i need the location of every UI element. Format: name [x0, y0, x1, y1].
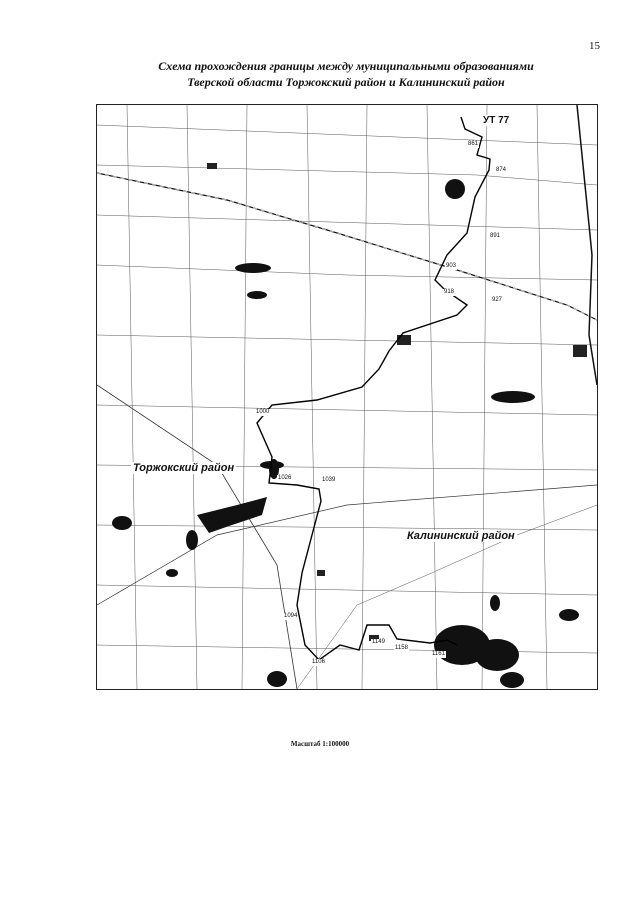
point-label: 918	[444, 289, 455, 295]
point-label: 1149	[372, 639, 385, 645]
river	[577, 105, 597, 385]
map-drawing	[97, 105, 597, 689]
point-label: 1106	[312, 659, 325, 665]
point-label: 1094	[284, 613, 298, 619]
railway-line	[97, 173, 597, 320]
dark-patches	[112, 179, 579, 688]
region-label-torzhok: Торжокский район	[133, 462, 235, 474]
point-label: 874	[496, 167, 507, 173]
start-point-label: УТ 77	[483, 115, 510, 126]
map-frame	[96, 104, 598, 690]
point-label: 861	[468, 141, 479, 147]
point-label: 1158	[395, 645, 408, 651]
title-line-1: Схема прохождения границы между муниципальными образованиями	[158, 59, 534, 73]
settlements	[207, 163, 587, 641]
point-label: 1161	[432, 651, 445, 657]
point-label: 891	[490, 233, 501, 239]
scale-caption: Масштаб 1:100000	[290, 740, 350, 748]
point-label: 903	[446, 263, 457, 269]
point-label: 1000	[256, 409, 270, 415]
region-label-kalinin: Калининский район	[407, 530, 515, 542]
point-label: 1026	[278, 475, 292, 481]
page-number: 15	[589, 40, 600, 52]
map-title	[96, 58, 596, 90]
title-line-2: Тверской области Торжокский район и Калининский район	[187, 75, 505, 89]
point-label: 927	[492, 297, 503, 303]
point-label: 1039	[322, 477, 336, 483]
